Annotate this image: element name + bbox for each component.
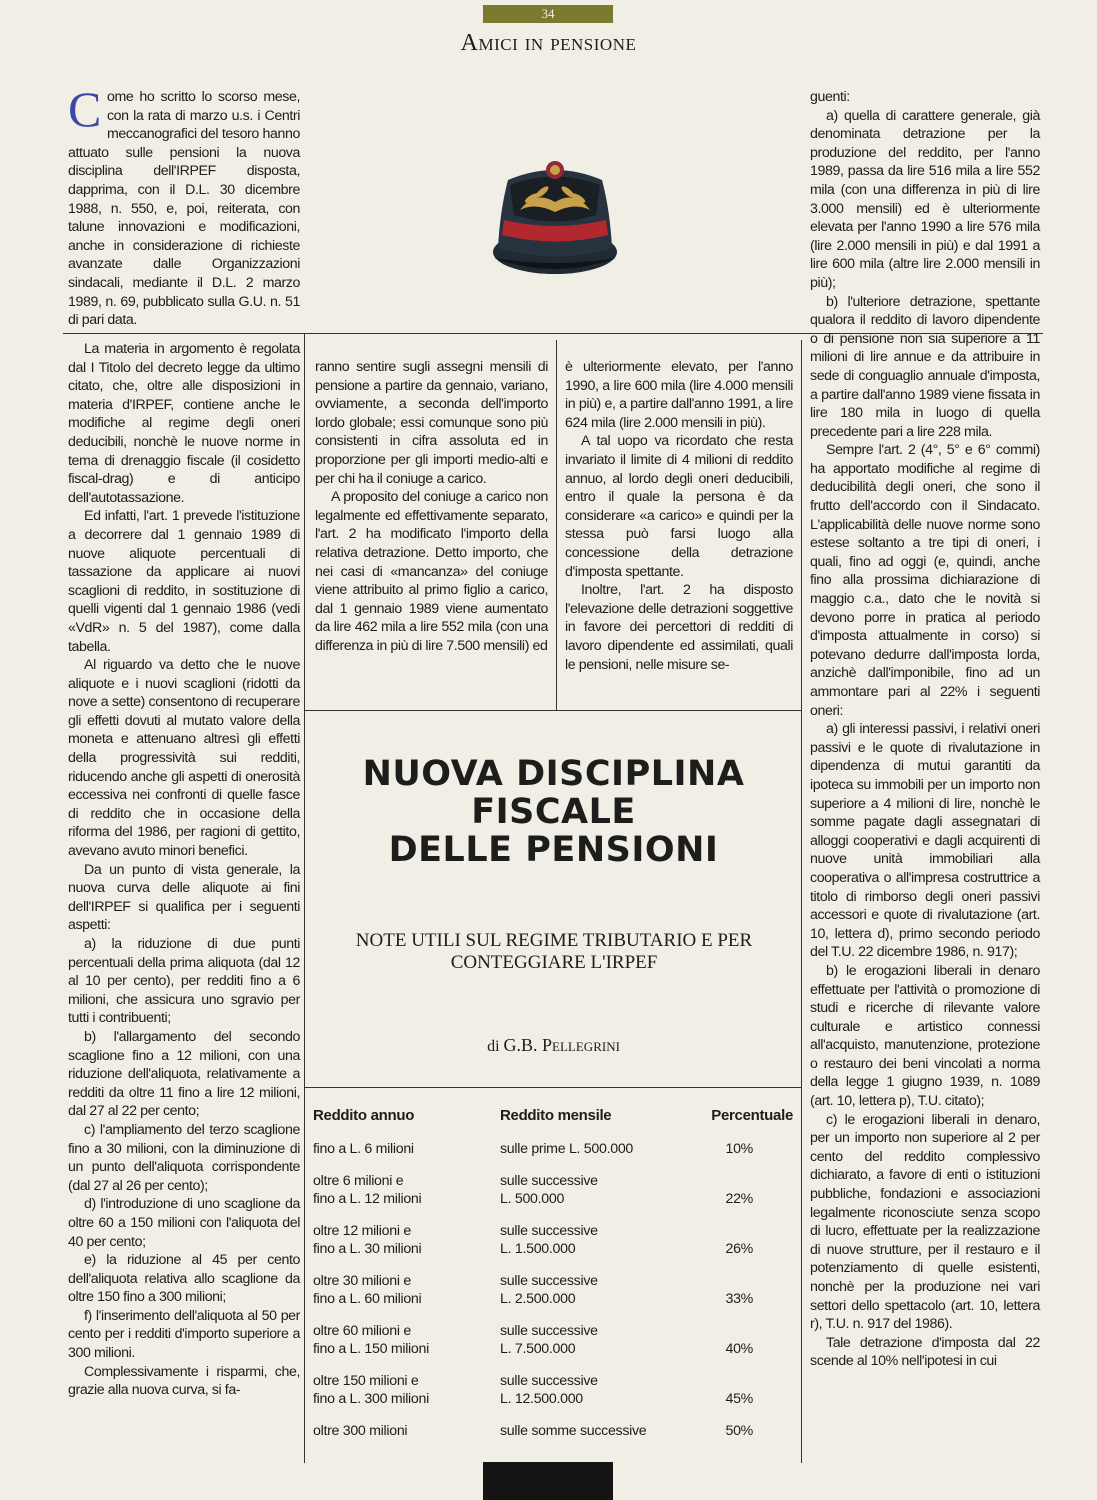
table-row xyxy=(313,1222,793,1272)
byline-prefix: di xyxy=(487,1038,500,1055)
paragraph: c) l'ampliamento del terzo scaglione fino a 30 milioni, con la diminuzione di un punto dell'aliquota corrispondente (dal 27 al 26 per cento); xyxy=(68,1121,300,1194)
paragraph: e) la riduzione al 45 per cento dell'aliquota relativa allo scaglione da oltre 150 fino a 300 milioni; xyxy=(68,1252,300,1306)
annual-cell: fino a L. 6 milioni xyxy=(313,1141,414,1157)
annual-cell: oltre 60 milioni e xyxy=(313,1323,411,1339)
paragraph: c) le erogazioni liberali in denaro, per un importo non superiore al 2 per cento del reddito complessivo dichiarato, a favore di enti o istituzioni pubbliche, fondazioni e associazioni legalmente riconosciute senza scopo di lucro, effettuate per la realizzazione di nuove strutture, per il restauro e il potenziamento di quelle esistenti, nonchè per la produzione nei vari settori dello spettacolo (art. 10, lettera r), T.U. n. 917 del 1986). xyxy=(810,1111,1040,1333)
annual-cell: fino a L. 150 milioni xyxy=(313,1341,429,1357)
paragraph: b) l'allargamento del secondo scaglione fino a 12 milioni, con una riduzione dell'aliquota, relativamente a redditi da oltre 11 fino a lire 12 milioni, dal 27 al 22 per cento; xyxy=(68,1028,300,1120)
monthly-cell: L. 7.500.000 xyxy=(500,1341,576,1357)
rule-col2-col3-vertical xyxy=(556,340,557,710)
column-3 xyxy=(565,358,793,674)
rule-right-vertical xyxy=(801,340,802,1463)
tax-rate-table xyxy=(313,1107,793,1454)
monthly-cell: sulle successive xyxy=(500,1323,598,1339)
rule-col1-right-vertical xyxy=(304,333,305,1463)
column-4 xyxy=(810,88,1040,1371)
paragraph: Complessivamente i risparmi, che, grazie alla nuova curva, si fa- xyxy=(68,1363,300,1399)
monthly-cell: sulle successive xyxy=(500,1273,598,1289)
rule-text-box-bottom xyxy=(304,710,802,711)
monthly-cell: sulle somme successive xyxy=(500,1423,647,1439)
monthly-cell: L. 1.500.000 xyxy=(500,1241,576,1257)
annual-cell: oltre 6 milioni e xyxy=(313,1173,404,1189)
table-row xyxy=(313,1140,793,1172)
paragraph: b) l'ulteriore detrazione, spettante qualora il reddito di lavoro dipendente o di pensione non sia superiore a 11 milioni di lire annue e da attribuire in sede di conguaglio annuale d'imposta, a partire dall'anno 1989 viene fissata in lire 180 mila in luogo di quella precedente pari a lire 228 mila. xyxy=(810,293,1040,440)
paragraph: Ed infatti, l'art. 1 prevede l'istituzione a decorrere dal 1 gennaio 1989 di nuove aliquote percentuali di tassazione da applicare ai nuovi scaglioni di reddito, in sostituzione di quelli vigenti dal 1 gennaio 1986 (vedi «VdR» n. 5 del 1987), come dalla tabella. xyxy=(68,508,300,655)
drop-cap: C xyxy=(68,81,101,137)
percent-cell: 26% xyxy=(725,1241,753,1257)
column-2 xyxy=(315,358,548,656)
paragraph: A tal uopo va ricordato che resta invariato il limite di 4 milioni di reddito annuo, al lordo degli oneri deducibili, entro il quale la persona è da considerare «a carico» e quindi per la stessa può farsi luogo alla concessione della detrazione d'imposta spettante. xyxy=(565,433,793,580)
article-byline xyxy=(306,1035,801,1056)
paragraph: a) gli interessi passivi, i relativi oneri passivi e le quote di rivalutazione in dipendenza di mutui garantiti da ipoteca su immobili per un importo non superiore a 4 milioni di lire, nonchè le somme pagate dagli assegnatari di alloggi cooperativi e dagli acquirenti di nuove unità immobiliari alla cooperativa o all'impresa costruttrice a titolo di rimborso degli oneri passivi accessori e quote di rivalutazione (art. 10, lettera d), primo secondo periodo del T.U. 22 dicembre 1986, n. 917); xyxy=(810,721,1040,961)
percent-cell: 22% xyxy=(725,1191,753,1207)
annual-cell: oltre 12 milioni e xyxy=(313,1223,411,1239)
monthly-cell: sulle prime L. 500.000 xyxy=(500,1141,633,1157)
paragraph: La materia in argomento è regolata dal I Titolo del decreto legge da ultimo citato, che, oltre alle disposizioni in materia d'IRPEF, contiene anche le modifiche al regime degli oneri deducibili, nonchè le nuove norme in tema di drenaggio fiscale (il cosidetto fiscal-drag) e di anticipo dell'autotassazione. xyxy=(68,341,300,506)
monthly-cell: sulle successive xyxy=(500,1173,598,1189)
article-subhead: NOTE UTILI SUL REGIME TRIBUTARIO E PER CONTEGGIARE L'IRPEF xyxy=(355,930,753,973)
table-row xyxy=(313,1172,793,1222)
column-1 xyxy=(68,340,300,1400)
headline-line: DELLE PENSIONI xyxy=(388,830,719,870)
col-header-annual: Reddito annuo xyxy=(313,1107,415,1124)
article-headline xyxy=(306,755,801,869)
paragraph: A proposito del coniuge a carico non legalmente ed effettivamente separato, l'art. 2 ha modificato l'importo della relativa detrazione. Detto importo, che nei casi di «mancanza» del coniuge viene attribuito al primo figlio a carico, dal 1 gennaio 1989 viene aumentato da lire 462 mila a lire 552 mila (con una differenza in più di lire 7.500 mensili) ed xyxy=(315,489,548,654)
annual-cell: oltre 150 milioni e xyxy=(313,1373,419,1389)
paragraph: guenti: xyxy=(810,89,850,105)
paragraph: a) la riduzione di due punti percentuali della prima aliquota (dal 12 al 10 per cento), per redditi fino a 6 milioni, che assicura uno sgravio per tutti i contribuenti; xyxy=(68,936,300,1027)
military-cap-photo xyxy=(480,140,630,280)
annual-cell: fino a L. 12 milioni xyxy=(313,1191,422,1207)
paragraph: Al riguardo va detto che le nuove aliquote e i nuovi scaglioni (ridotti da nove a sette) consentono di recuperare gli effetti dovuti al mutato valore della moneta e attenuano altresì gli effetti della progressività sui redditi, riducendo anche gli aspetti di onerosità eccessiva nei confronti di quelle fasce di reddito che in occasione della riforma del 1986, per ragioni di gettito, avevano avuto minori benefici. xyxy=(68,657,300,860)
section-title: Amici in pensione xyxy=(460,30,637,56)
percent-cell: 45% xyxy=(725,1391,753,1407)
rule-table-top xyxy=(304,1087,802,1088)
table-row xyxy=(313,1372,793,1422)
paragraph: a) quella di carattere generale, già denominata detrazione per la produzione del reddito, per l'anno 1989, passa da lire 516 mila a lire 552 mila (con una differenza in più di lire 3.000 mensili) ed è ulteriormente elevata per l'anno 1990 a lire 576 mila (lire 2.000 mensili in più) e dal 1991 a lire 600 mila (altre lire 2.000 mensili in più); xyxy=(810,107,1040,291)
annual-cell: fino a L. 30 milioni xyxy=(313,1241,422,1257)
author-name: G.B. Pellegrini xyxy=(503,1035,620,1055)
annual-cell: oltre 30 milioni e xyxy=(313,1273,411,1289)
headline-line: NUOVA DISCIPLINA xyxy=(362,754,745,794)
annual-cell: fino a L. 60 milioni xyxy=(313,1291,422,1307)
paragraph: Tale detrazione d'imposta dal 22 scende al 10% nell'ipotesi in cui xyxy=(810,1334,1040,1370)
intro-paragraph: ome ho scritto lo scorso mese, con la rata di marzo u.s. i Centri meccanografici del tesoro hanno attuato sulle pensioni la nuova disciplina dell'IRPEF disposta, dapprima, con il D.L. 30 dicembre 1988, n. 550, e, poi, reiterata, con talune innovazioni e modificazioni, anche in considerazione di richieste avanzate dalle Organizzazioni sindacali, mediante il D.L. 2 marzo 1989, n. 69, pubblicato sulla G.U. n. 51 di pari data. xyxy=(68,89,300,329)
table-row xyxy=(313,1322,793,1372)
percent-cell: 33% xyxy=(725,1291,753,1307)
monthly-cell: L. 500.000 xyxy=(500,1191,565,1207)
paragraph: d) l'introduzione di uno scaglione da oltre 60 a 150 milioni con l'aliquota del 40 per cento; xyxy=(68,1196,300,1250)
paragraph: b) le erogazioni liberali in denaro effettuate per l'attività o promozione di studi e ricerche di rilevante valore culturale e artistico connessi all'acquisto, manutenzione, protezione o restauro dei beni vincolati a norma della legge 1 giugno 1939, n. 1089 (art. 10, lettera p), T.U. citato); xyxy=(810,962,1040,1110)
col-header-percent: Percentuale xyxy=(711,1107,793,1124)
paragraph: f) l'inserimento dell'aliquota al 50 per cento per i redditi d'importo superiore a 300 milioni. xyxy=(68,1307,300,1362)
paragraph: Da un punto di vista generale, la nuova curva delle aliquote ai fini dell'IRPEF si qualifica per i seguenti aspetti: xyxy=(68,861,300,934)
monthly-cell: sulle successive xyxy=(500,1223,598,1239)
percent-cell: 10% xyxy=(725,1141,753,1157)
annual-cell: oltre 300 milioni xyxy=(313,1423,408,1439)
col-header-monthly: Reddito mensile xyxy=(500,1107,612,1124)
monthly-cell: L. 12.500.000 xyxy=(500,1391,583,1407)
monthly-cell: sulle successive xyxy=(500,1373,598,1389)
paragraph: Sempre l'art. 2 (4°, 5° e 6° commi) ha apportato modifiche al regime di deducibilità degli oneri, che sono il frutto dell'accordo con il Sindacato. L'applicabilità delle nuove norme sono estese soltanto a tre tipi di oneri, i quali, fino ad oggi (e, quindi, anche fino alla prossima dichiarazione di maggio c.a., dato che le novità si devono porre in pratica al periodo d'imposta attualmente in corso) si potevano dedurre dall'imposta lorda, anzichè dall'imponibile, fino ad un ammontare pari al 22% i seguenti oneri: xyxy=(810,442,1040,719)
headline-line: FISCALE xyxy=(471,792,636,832)
paragraph: è ulteriormente elevato, per l'anno 1990, a lire 600 mila (lire 4.000 mensili in più) e, a partire dall'anno 1991, a lire 624 mila (lire 2.000 mensili in più). xyxy=(565,359,793,431)
percent-cell: 50% xyxy=(725,1423,753,1439)
paragraph: ranno sentire sugli assegni mensili di pensione a partire da gennaio, variano, ovviamente, a seconda dell'importo lordo globale; essi comunque sono più consistenti in cifra assoluta ed in proporzione per gli importi medio-alti e per chi ha il coniuge a carico. xyxy=(315,359,548,487)
annual-cell: fino a L. 300 milioni xyxy=(313,1391,429,1407)
percent-cell: 40% xyxy=(725,1341,753,1357)
paragraph: Inoltre, l'art. 2 ha disposto l'elevazione delle detrazioni soggettive in favore dei percettori di redditi di lavoro dipendente ed assimilati, quali le pensioni, nelle misure se- xyxy=(565,582,793,673)
column-1-intro xyxy=(68,81,300,330)
table-row xyxy=(313,1422,793,1454)
table-row xyxy=(313,1272,793,1322)
page-number: 34 xyxy=(483,5,613,23)
footer-bar xyxy=(483,1462,613,1500)
monthly-cell: L. 2.500.000 xyxy=(500,1291,576,1307)
